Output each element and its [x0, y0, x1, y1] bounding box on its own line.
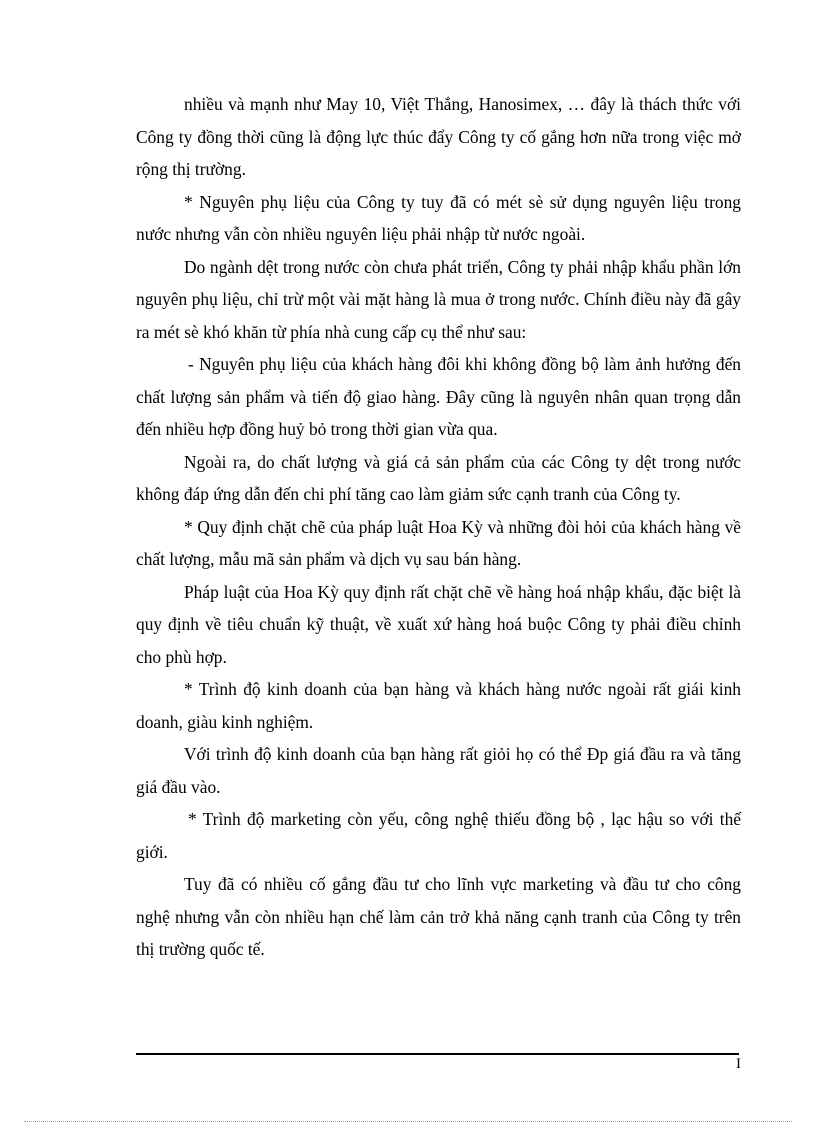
- paragraph-8: * Trình độ kinh doanh của bạn hàng và khách hàng nước ngoài rất giái kinh doanh, giàu kinh nghiệm.: [136, 679, 741, 732]
- paragraph-4: - Nguyên phụ liệu của khách hàng đôi khi không đồng bộ làm ảnh hưởng đến chất lượng sản phẩm và tiến độ giao hàng. Đây cũng là nguyên nhân quan trọng dẫn đến nhiều hợp đồng huỷ bỏ trong thời gian vừa qua.: [136, 354, 741, 439]
- paragraph-10: * Trình độ marketing còn yếu, công nghệ thiếu đồng bộ , lạc hậu so với thế giới.: [136, 809, 741, 862]
- paragraph-9: Với trình độ kinh doanh của bạn hàng rất giỏi họ có thể Đp giá đầu ra và tăng giá đầu vào.: [136, 744, 741, 797]
- document-body: [136, 88, 741, 966]
- page-number: I: [736, 1056, 741, 1072]
- paragraph-7: Pháp luật của Hoa Kỳ quy định rất chặt chẽ về hàng hoá nhập khẩu, đặc biệt là quy định về tiêu chuẩn kỹ thuật, về xuất xứ hàng hoá buộc Công ty phải điều chỉnh cho phù hợp.: [136, 581, 741, 667]
- paragraph-5: Ngoài ra, do chất lượng và giá cả sản phẩm của các Công ty dệt trong nước không đáp ứng dẫn đến chi phí tăng cao làm giảm sức cạnh tranh của Công ty.: [136, 451, 741, 504]
- paragraph-6: * Quy định chặt chẽ của pháp luật Hoa Kỳ và những đòi hỏi của khách hàng về chất lượng, mẫu mã sản phẩm và dịch vụ sau bán hàng.: [136, 516, 741, 569]
- paragraph-2: * Nguyên phụ liệu của Công ty tuy đã có mét sè sử dụng nguyên liệu trong nước nhưng vẫn còn nhiều nguyên liệu phải nhập từ nước ngoài.: [136, 191, 741, 244]
- paragraph-11: Tuy đã có nhiều cố gắng đầu tư cho lĩnh vực marketing và đầu tư cho công nghệ nhưng vẫn còn nhiều hạn chế làm cản trở khả năng cạnh tranh của Công ty trên thị trường quốc tế.: [136, 874, 741, 959]
- page-bottom-border: [24, 1121, 792, 1122]
- footer-divider: [136, 1053, 739, 1055]
- paragraph-1: nhiều và mạnh như May 10, Việt Thắng, Hanosimex, … đây là thách thức với Công ty đồng thời cũng là động lực thúc đẩy Công ty cố gắng hơn nữa trong việc mở rộng thị trường.: [136, 94, 741, 179]
- paragraph-3: Do ngành dệt trong nước còn chưa phát triển, Công ty phải nhập khẩu phần lớn nguyên phụ liệu, chỉ trừ một vài mặt hàng là mua ở trong nước. Chính điều này đã gây ra mét sè khó khăn từ phía nhà cung cấp cụ thể như sau:: [136, 256, 741, 342]
